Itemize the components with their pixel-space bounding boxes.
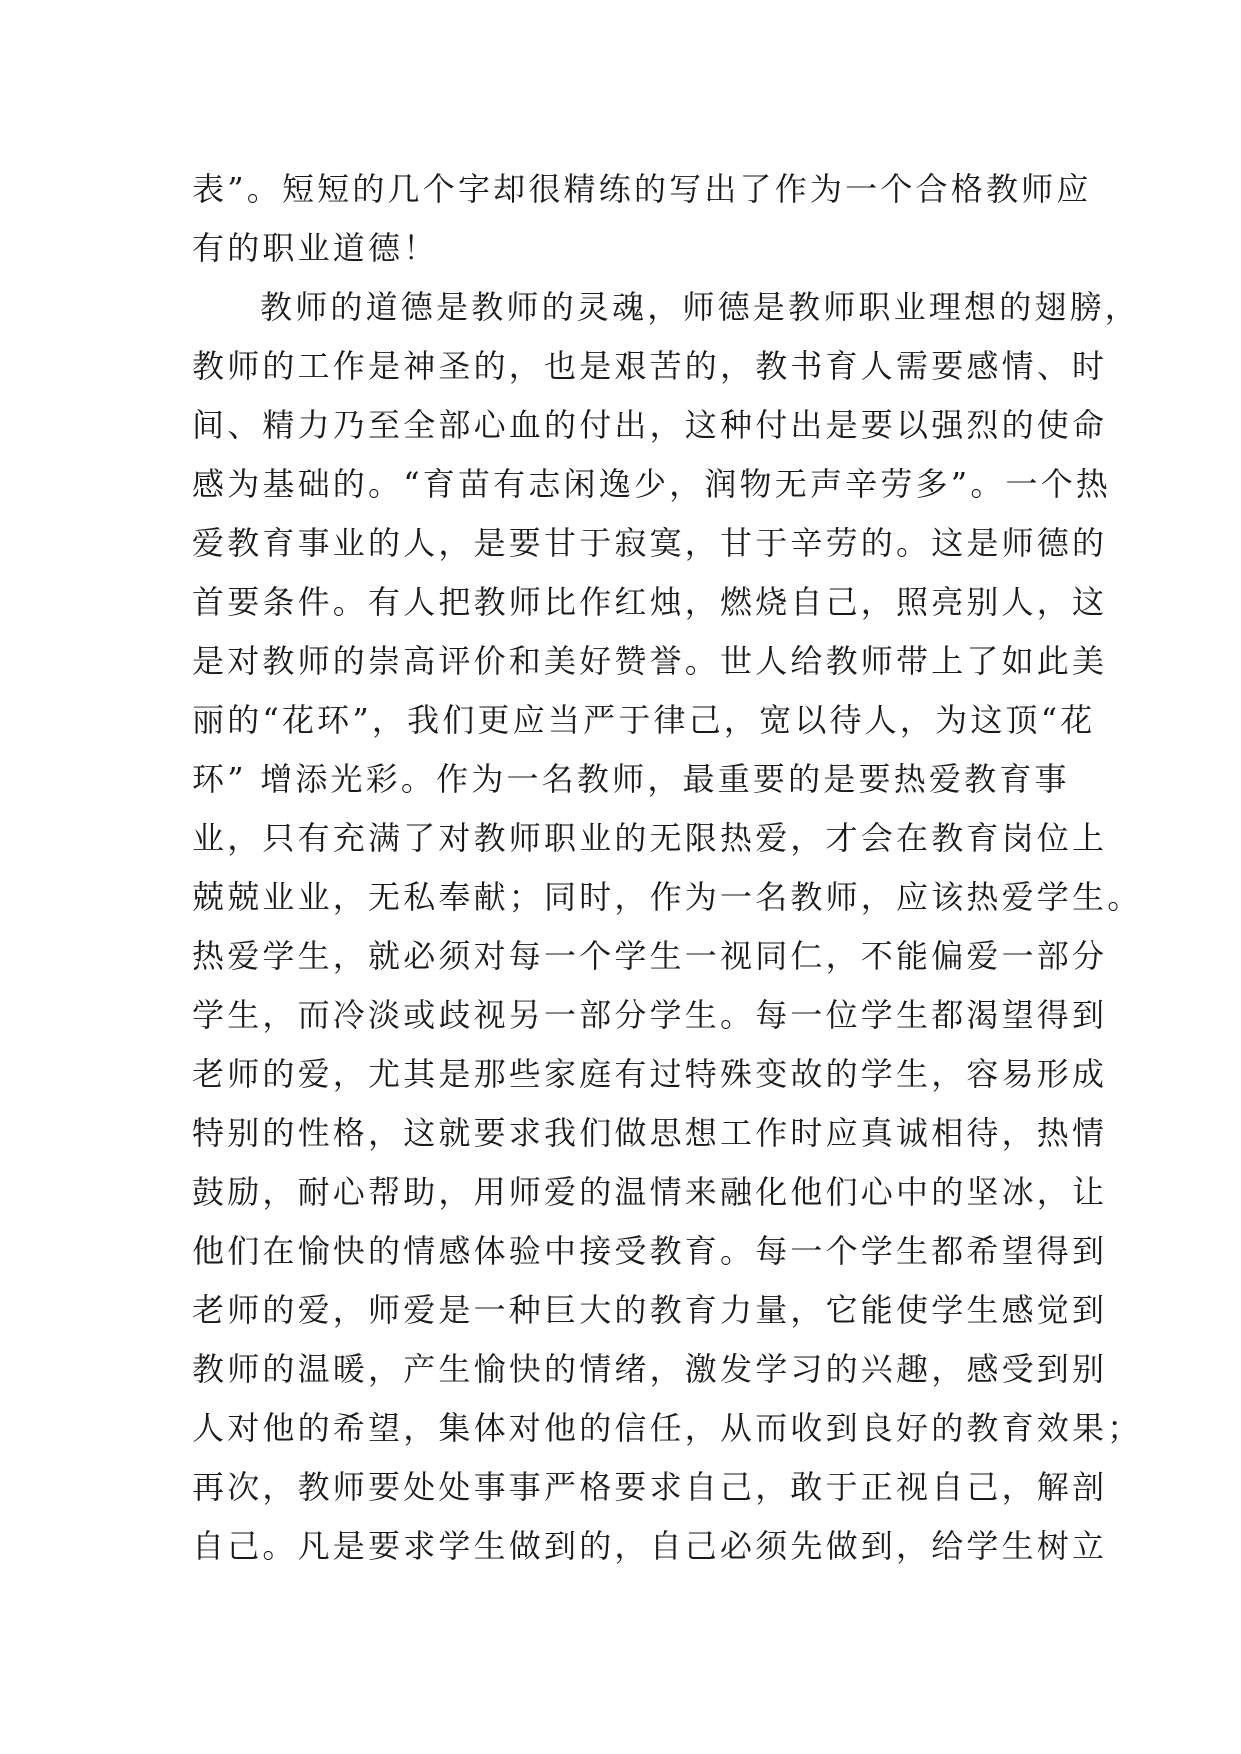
- text-line: 有的职业道德！: [192, 229, 439, 267]
- text-line: 是对教师的崇高评价和美好赞誉。世人给教师带上了如此美: [192, 642, 1108, 680]
- text-line: 教师的工作是神圣的，也是艰苦的，教书育人需要感情、时: [192, 347, 1108, 385]
- text-line: 老师的爱，师爱是一种巨大的教育力量，它能使学生感觉到: [192, 1291, 1108, 1329]
- text-line: 鼓励，耐心帮助，用师爱的温情来融化他们心中的坚冰，让: [192, 1173, 1108, 1211]
- text-line: 兢兢业业，无私奉献；同时，作为一名教师，应该热爱学生。: [192, 878, 1143, 916]
- paragraph-first-line: 教师的道德是教师的灵魂，师德是教师职业理想的翅膀，: [260, 288, 1141, 326]
- text-line: 再次，教师要处处事事严格要求自己，敢于正视自己，解剖: [192, 1468, 1108, 1506]
- text-line: 表”。短短的几个字却很精练的写出了作为一个合格教师应: [192, 170, 1092, 208]
- text-line: 学生，而冷淡或歧视另一部分学生。每一位学生都渴望得到: [192, 996, 1108, 1034]
- text-line: 间、精力乃至全部心血的付出，这种付出是要以强烈的使命: [192, 406, 1108, 444]
- text-line: 感为基础的。“育苗有志闲逸少，润物无声辛劳多”。一个热: [192, 465, 1112, 503]
- text-line: 爱教育事业的人，是要甘于寂寞，甘于辛劳的。这是师德的: [192, 524, 1108, 562]
- text-line: 业，只有充满了对教师职业的无限热爱，才会在教育岗位上: [192, 819, 1108, 857]
- text-line: 首要条件。有人把教师比作红烛，燃烧自己，照亮别人，这: [192, 583, 1108, 621]
- text-line: 环” 增添光彩。作为一名教师，最重要的是要热爱教育事: [192, 760, 1070, 798]
- text-line: 人对他的希望，集体对他的信任，从而收到良好的教育效果；: [192, 1409, 1143, 1447]
- text-line: 老师的爱，尤其是那些家庭有过特殊变故的学生，容易形成: [192, 1055, 1108, 1093]
- text-line: 丽的“花环”，我们更应当严于律己，宽以待人，为这顶“花: [192, 701, 1096, 739]
- text-line: 特别的性格，这就要求我们做思想工作时应真诚相待，热情: [192, 1114, 1108, 1152]
- text-line: 他们在愉快的情感体验中接受教育。每一个学生都希望得到: [192, 1232, 1108, 1270]
- body-text: [192, 160, 1143, 1576]
- text-line: 热爱学生，就必须对每一个学生一视同仁，不能偏爱一部分: [192, 937, 1108, 975]
- text-line: 自己。凡是要求学生做到的，自己必须先做到，给学生树立: [192, 1527, 1108, 1565]
- text-line: 教师的温暖，产生愉快的情绪，激发学习的兴趣，感受到别: [192, 1350, 1108, 1388]
